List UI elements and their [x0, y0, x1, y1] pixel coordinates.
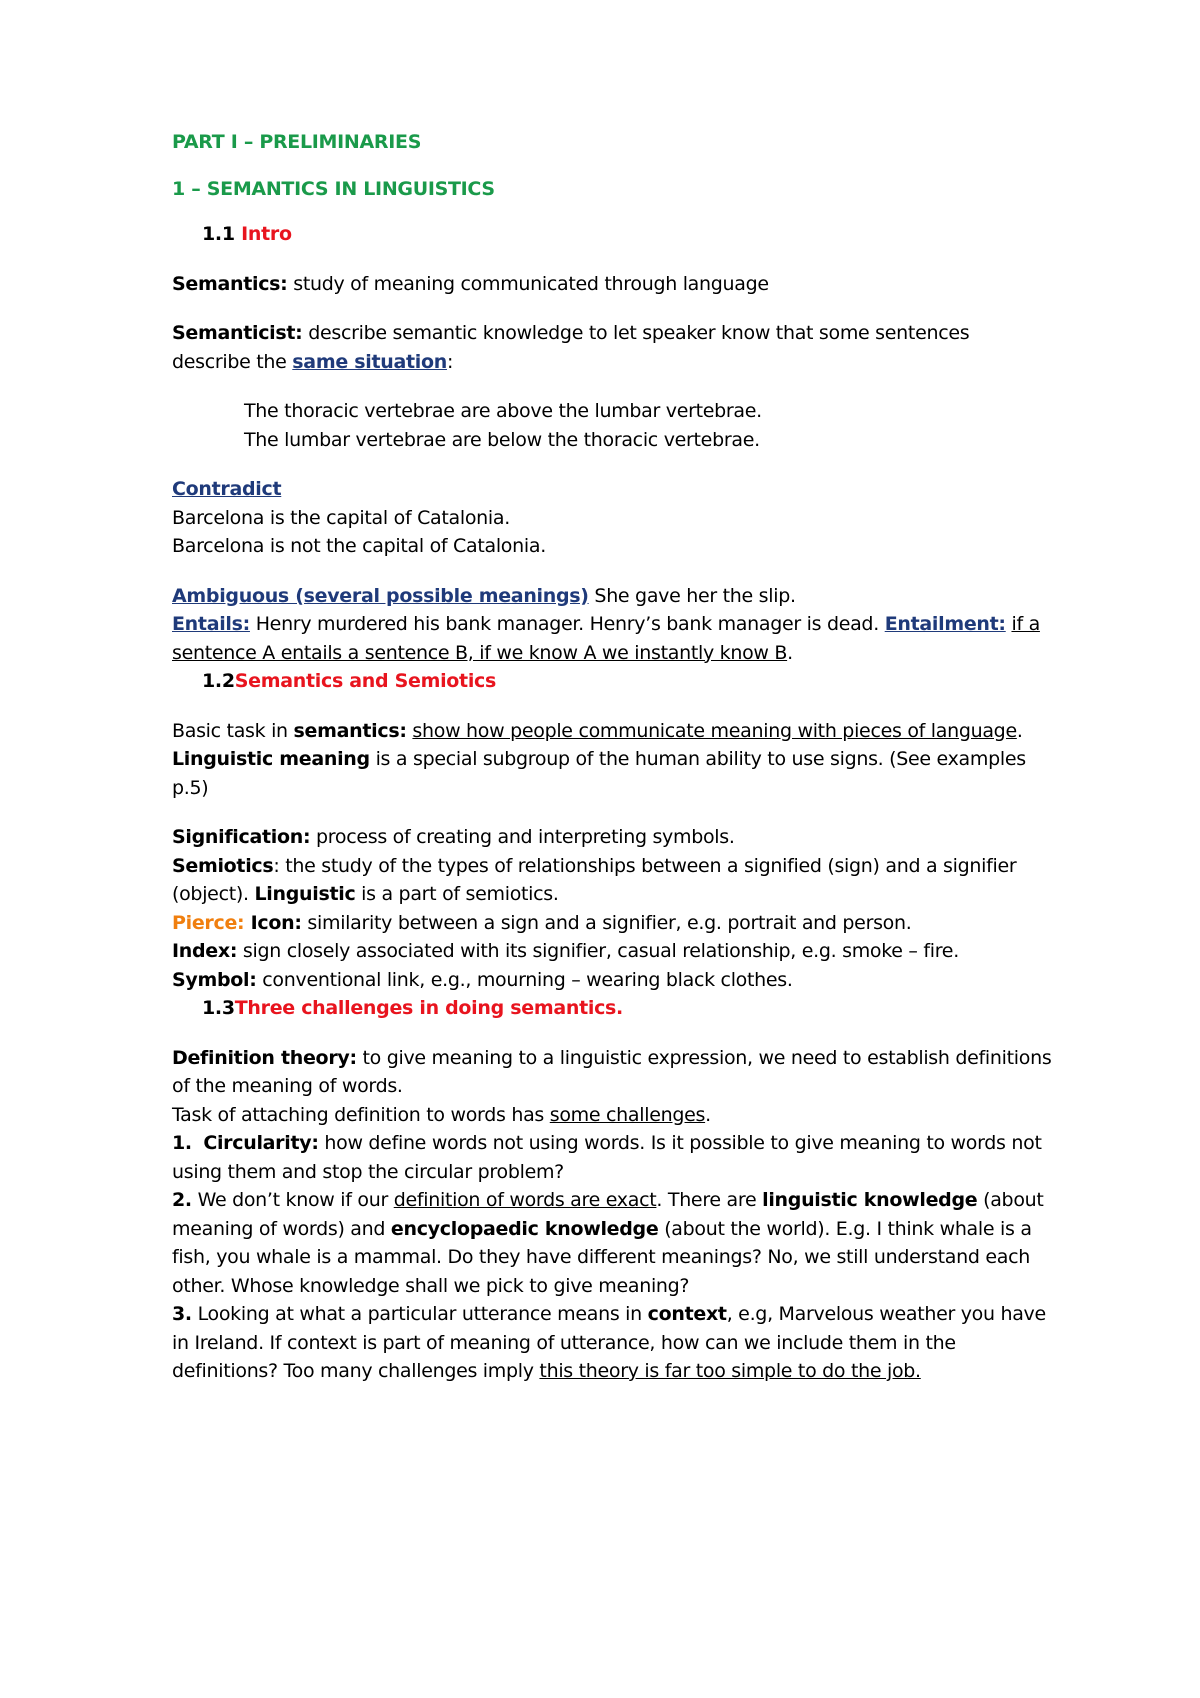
semantics-definition: Semantics: study of meaning communicated through language — [172, 272, 769, 295]
section-title: Semantics and Semiotics — [234, 670, 497, 692]
entails-label: Entails: — [172, 613, 250, 635]
entailment-definition: if a sentence A entails a sentence B, if we know A we instantly know B — [172, 613, 1040, 664]
section-title: Three challenges in doing semantics. — [234, 997, 623, 1019]
example-line: Barcelona is the capital of Catalonia. — [172, 506, 510, 529]
ambiguous-label: Ambiguous (several possible meanings) — [172, 584, 589, 607]
semiotics-block: Signification: process of creating and interpreting symbols. Semiotics: the study of the types of relationships between a signified (sign) and a signifier (object). Linguistic is a part of semiotics. Pierce: Icon: similarity between a sign and a signifier, e.g. portrait and person. Index: sign closely associated with its signifier, casual relationship, e.g. smoke – fire. Symbol: conventional link, e.g., mourning – wearing black clothes. — [172, 826, 1017, 991]
challenge-1: 1. Circularity: how define words not using words. Is it possible to give meaning to words not using them and stop the circular problem? — [172, 1132, 1042, 1183]
section-number: 1.3 — [202, 997, 235, 1019]
example-line: Barcelona is not the capital of Catalonia. — [172, 535, 546, 557]
section-number: 1.1 — [202, 223, 235, 245]
semanticist-definition: Semanticist: describe semantic knowledge to let speaker know that some sentences describe the same situation: — [172, 322, 970, 373]
same-situation-link: same situation — [292, 350, 447, 373]
example-line: The thoracic vertebrae are above the lumbar vertebrae. — [244, 400, 762, 422]
contradict-block — [172, 475, 1052, 561]
example-block-thoracic — [172, 397, 1052, 454]
term: Linguistic meaning — [172, 748, 370, 770]
section-1-1-heading — [172, 220, 1052, 249]
definition-theory-block: Definition theory: to give meaning to a linguistic expression, we need to establish definitions of the meaning of words. Task of attaching definition to words has some challenges. 1. Circularity: how define words not using words. Is it possible to give meaning to words not using them and stop the circular problem? 2. We don’t know if our definition of words are exact. There are linguistic knowledge (about meaning of words) and encyclopaedic knowledge (about the world). E.g. I think whale is a fish, you whale is a mammal. Do they have different meanings? No, we still understand each other. Whose knowledge shall we pick to give meaning? 3. Looking at what a particular utterance means in context, e.g, Marvelous weather you have in Ireland. If context is part of meaning of utterance, how can we include them in the definitions? Too many challenges imply this theory is far too simple to do the job. — [172, 1044, 1052, 1386]
term: Semantics: — [172, 272, 288, 295]
entailment-label: Entailment: — [884, 613, 1006, 635]
pierce-label: Pierce: — [172, 911, 245, 934]
term: Semanticist: — [172, 322, 303, 344]
part-title: PART I – PRELIMINARIES — [172, 131, 422, 153]
ambiguous-entails-block: Ambiguous (several possible meanings) She gave her the slip. Entails: Henry murdered his bank manager. Henry’s bank manager is dead. Entailment: if a sentence A entails a sentence B, if we know A we instantly know B. — [172, 584, 1040, 664]
challenge-3: 3. Looking at what a particular utterance means in context, e.g, Marvelous weather you have in Ireland. If context is part of meaning of utterance, how can we include them in the definitions? Too many challenges imply this theory is far too simple to do the job. — [172, 1303, 1046, 1382]
challenge-2: 2. We don’t know if our definition of words are exact. There are linguistic knowledge (about meaning of words) and encyclopaedic knowledge (about the world). E.g. I think whale is a fish, you whale is a mammal. Do they have different meanings? No, we still understand each other. Whose knowledge shall we pick to give meaning? — [172, 1189, 1044, 1297]
document-page — [172, 128, 1052, 1386]
contradict-label: Contradict — [172, 478, 282, 500]
chapter-title: 1 – SEMANTICS IN LINGUISTICS — [172, 177, 495, 200]
section-1-2-heading — [172, 667, 1052, 696]
section-title: Intro — [241, 223, 292, 245]
example-line: The lumbar vertebrae are below the thoracic vertebrae. — [244, 428, 760, 451]
section-number: 1.2 — [202, 670, 235, 692]
section-1-3-heading — [172, 994, 1052, 1023]
basic-task-block: Basic task in semantics: show how people communicate meaning with pieces of language. Linguistic meaning is a special subgroup of the human ability to use signs. (See examples p.5) — [172, 719, 1026, 799]
